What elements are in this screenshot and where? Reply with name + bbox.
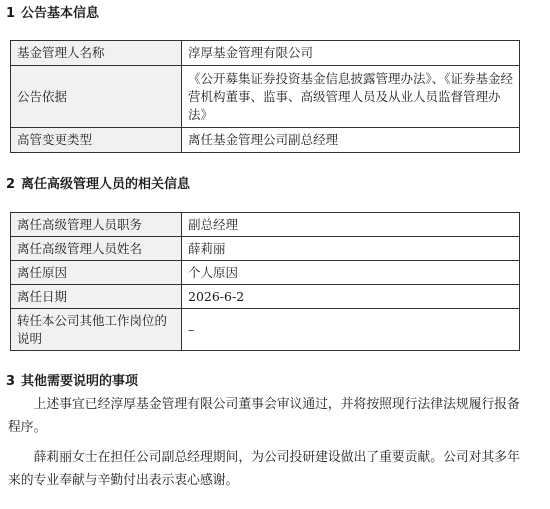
row-value: 个人原因 — [182, 261, 520, 285]
row-label: 离任原因 — [11, 261, 182, 285]
row-value: – — [182, 309, 520, 351]
section-3-number: 3 — [6, 374, 16, 389]
section-1-number: 1 — [6, 6, 16, 21]
table-row — [11, 261, 520, 285]
row-value: 副总经理 — [182, 213, 520, 237]
section-3-heading — [6, 373, 138, 391]
row-value: 2026-6-2 — [182, 285, 520, 309]
row-value: 离任基金管理公司副总经理 — [182, 128, 520, 153]
table-row — [11, 128, 520, 153]
row-label: 基金管理人名称 — [11, 41, 182, 66]
table-row — [11, 309, 520, 351]
row-label: 离任高级管理人员姓名 — [11, 237, 182, 261]
section-2-heading — [6, 176, 190, 194]
paragraph-acknowledgement: 薛莉丽女士在担任公司副总经理期间，为公司投研建设做出了重要贡献。公司对其多年来的专业奉献与辛勤付出表示衷心感谢。 — [8, 450, 520, 488]
row-label: 离任高级管理人员职务 — [11, 213, 182, 237]
row-label: 离任日期 — [11, 285, 182, 309]
section-3-title: 其他需要说明的事项 — [21, 374, 139, 389]
table-row — [11, 41, 520, 66]
row-value: 薛莉丽 — [182, 237, 520, 261]
section-2-title: 离任高级管理人员的相关信息 — [21, 177, 191, 192]
section-1-title: 公告基本信息 — [21, 6, 100, 21]
announcement-basic-info-table — [10, 40, 520, 153]
row-value: 《公开募集证券投资基金信息披露管理办法》、《证券基金经营机构董事、监事、高级管理人员及从业人员监督管理办法》 — [182, 66, 520, 128]
table-row — [11, 213, 520, 237]
table-row — [11, 66, 520, 128]
paragraph-board-approval: 上述事宜已经淳厚基金管理有限公司董事会审议通过，并将按照现行法律法规履行报备程序。 — [8, 397, 520, 435]
section-1-heading — [6, 5, 99, 23]
table-row — [11, 237, 520, 261]
row-label: 公告依据 — [11, 66, 182, 128]
departing-executive-info-table — [10, 212, 520, 351]
table-row — [11, 285, 520, 309]
row-label: 高管变更类型 — [11, 128, 182, 153]
row-value: 淳厚基金管理有限公司 — [182, 41, 520, 66]
section-2-number: 2 — [6, 177, 16, 192]
row-label: 转任本公司其他工作岗位的说明 — [11, 309, 182, 351]
